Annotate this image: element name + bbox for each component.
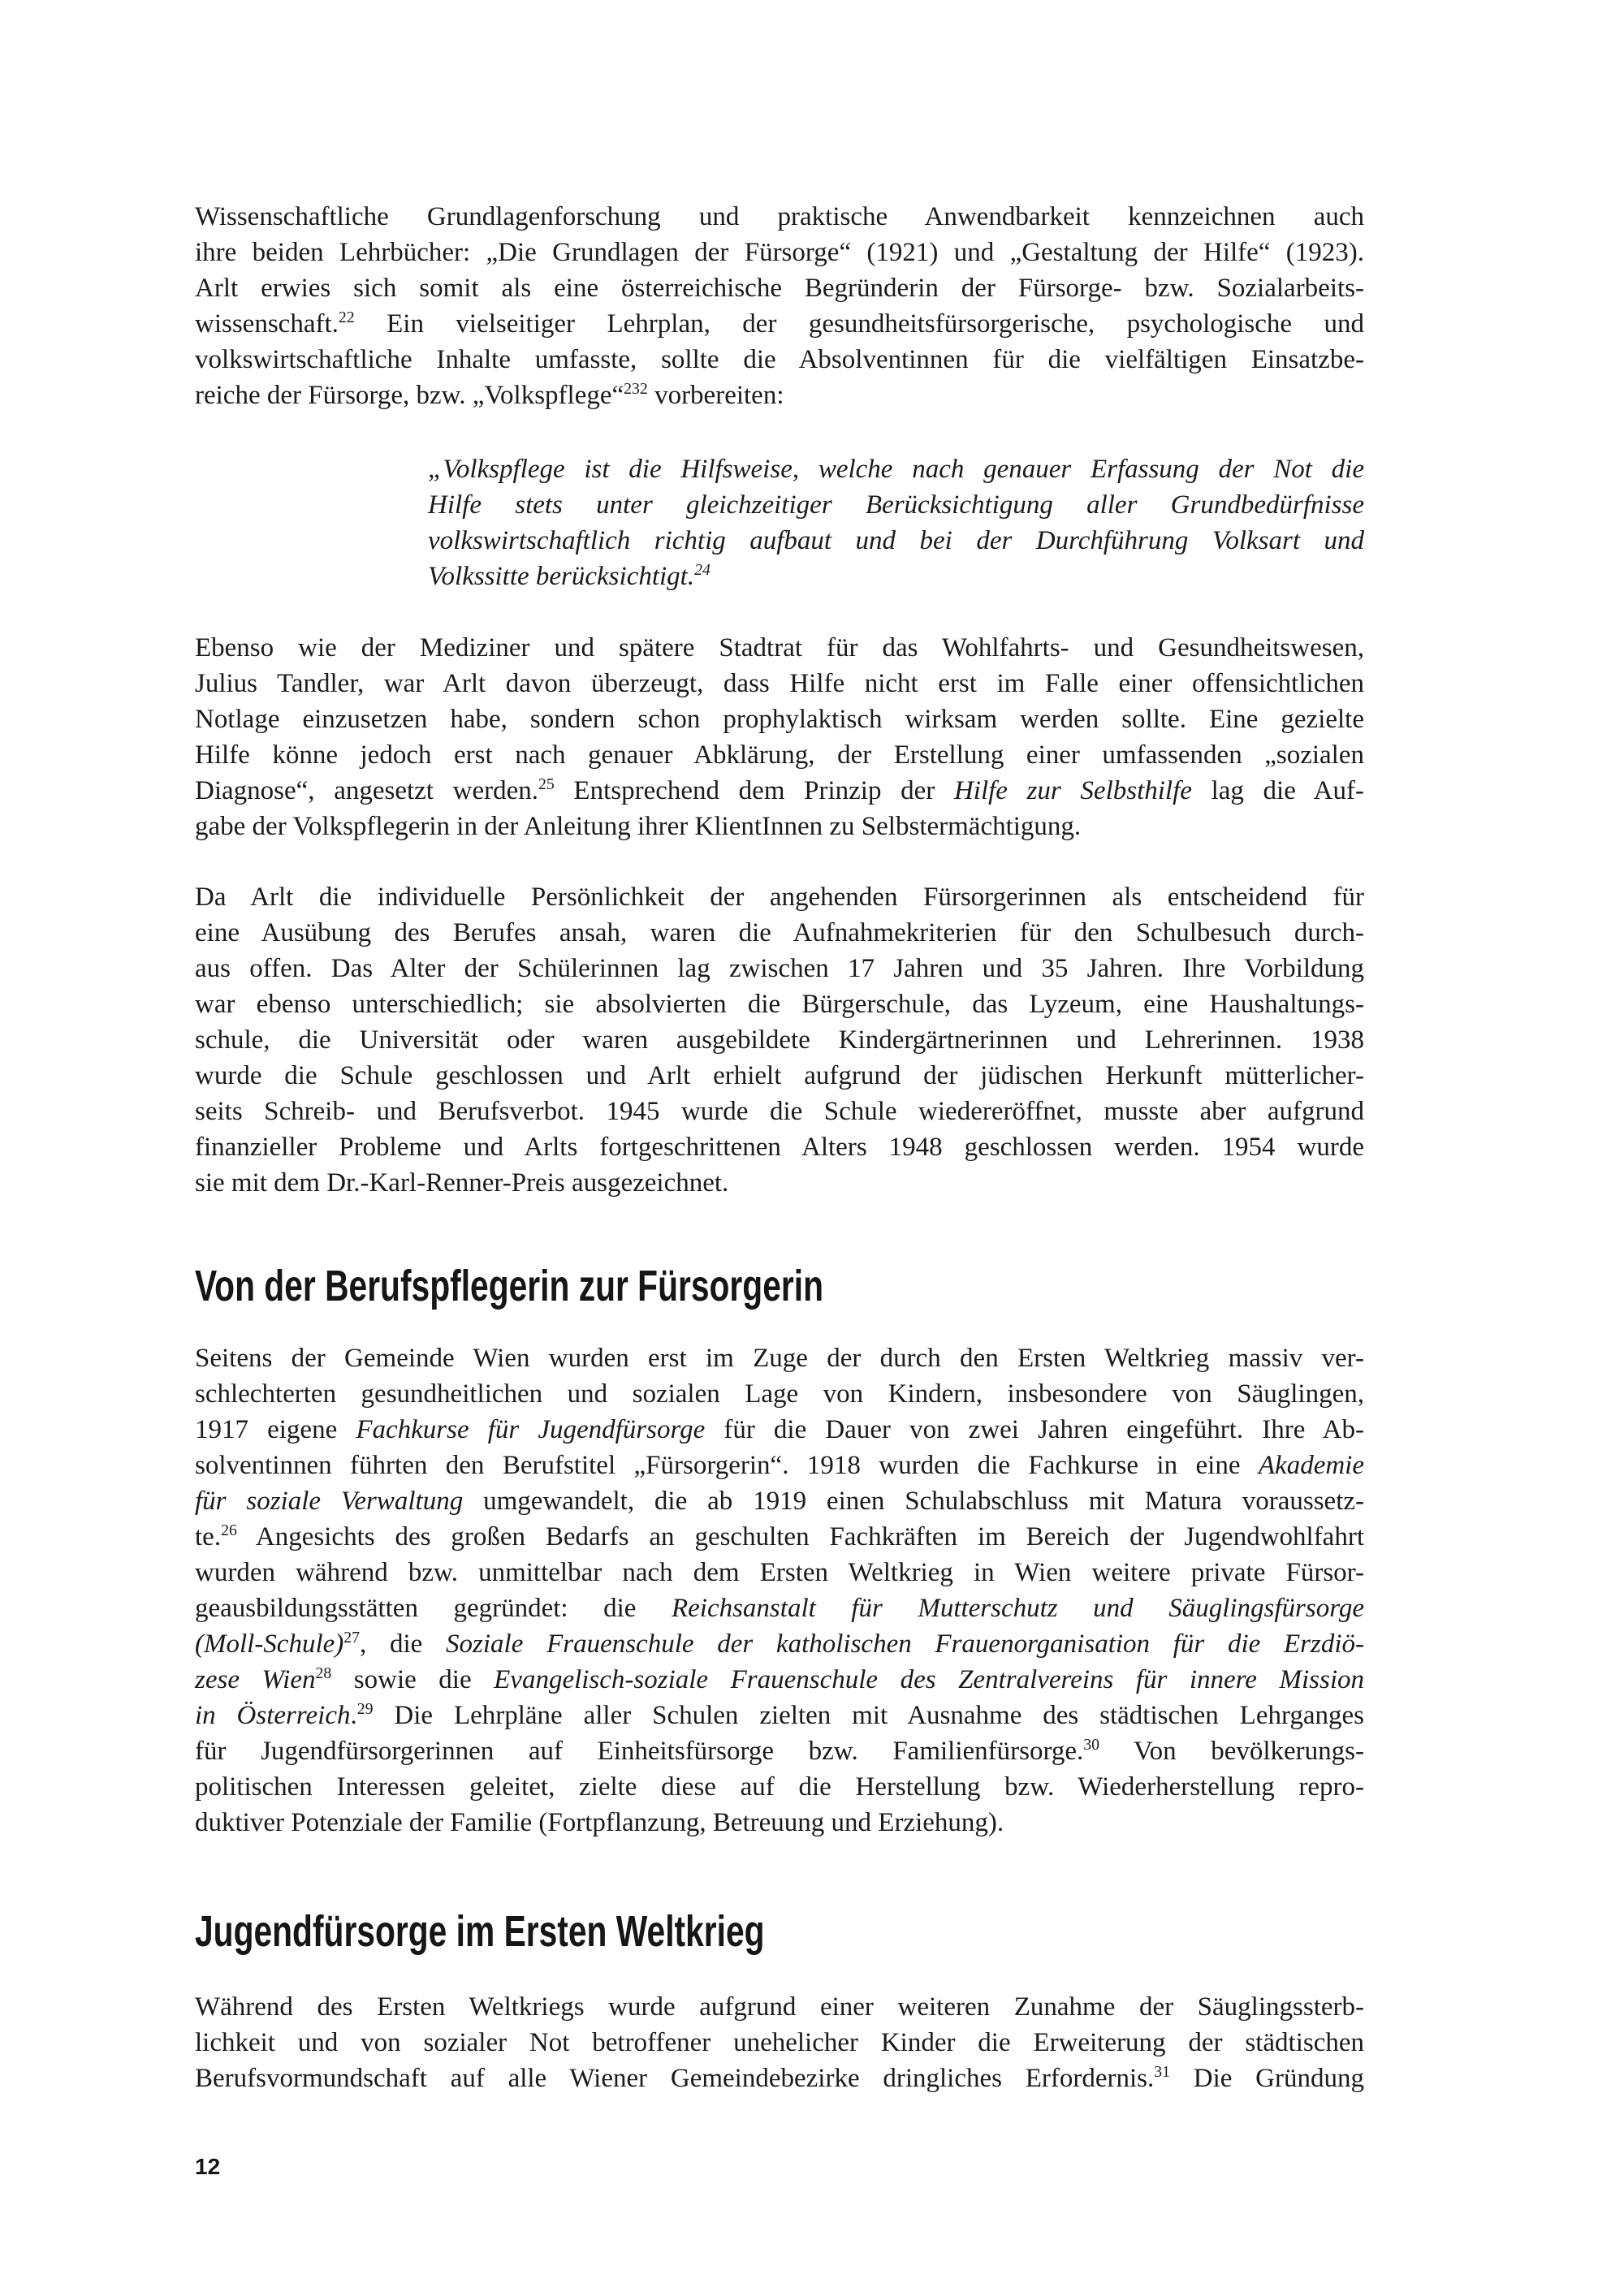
text-line: (Moll-Schule)$^{27}$, die Soziale Frauenschule der katholischen Frauenorganisation für die Erzdiö-: [195, 1628, 1364, 1659]
footnote-ref: 27: [343, 1628, 361, 1646]
footnote-ref: 30: [1083, 1735, 1100, 1754]
text-line: war ebenso unterschiedlich; sie absolvierten die Bürgerschule, das Lyzeum, eine Haushaltungs-: [195, 990, 1364, 1019]
emphasis: Akademie: [1258, 1451, 1364, 1480]
text-line: ihre beiden Lehrbücher: „Die Grundlagen der Fürsorge“ (1921) und „Gestaltung der Hilfe“ (1923).: [195, 238, 1364, 267]
text-line: volkswirtschaftliche Inhalte umfasste, sollte die Absolventinnen für die vielfältigen Einsatzbe-: [195, 345, 1364, 374]
footnote-ref: 22: [338, 308, 355, 326]
text-line: Während des Ersten Weltkriegs wurde aufgrund einer weiteren Zunahme der Säuglingssterb-: [195, 1992, 1364, 2022]
paragraph: [195, 879, 1364, 1201]
footnote-ref: 29: [356, 1699, 374, 1718]
paragraph: [195, 199, 1364, 413]
text-line: zese Wien$^{28}$ sowie die Evangelisch-soziale Frauenschule des Zentralvereins für innere Mission: [195, 1664, 1364, 1694]
emphasis: für soziale Verwaltung: [195, 1487, 464, 1516]
text-line: Berufsvormundschaft auf alle Wiener Gemeindebezirke dringliches Erfordernis.$^{31}$ Die Gründung: [195, 2062, 1364, 2093]
text-line: Ebenso wie der Mediziner und spätere Stadtrat für das Wohlfahrts- und Gesundheitswesen,: [195, 633, 1364, 662]
text-line: 1917 eigene Fachkurse für Jugendfürsorge für die Dauer von zwei Jahren eingeführt. Ihre Ab-: [195, 1415, 1364, 1444]
text-line: in Österreich.$^{29}$ Die Lehrpläne aller Schulen zielten mit Ausnahme des städtischen Lehrganges: [195, 1699, 1364, 1730]
text-line: lichkeit und von sozialer Not betroffener unehelicher Kinder die Erweiterung der städtischen: [195, 2028, 1364, 2057]
text-line: Seitens der Gemeinde Wien wurden erst im Zuge der durch den Ersten Weltkrieg massiv ver-: [195, 1344, 1364, 1373]
text-line: Notlage einzusetzen habe, sondern schon prophylaktisch wirksam werden sollte. Eine gezielte: [195, 705, 1364, 734]
text-line: politischen Interessen geleitet, zielte diese auf die Herstellung bzw. Wiederherstellung repro-: [195, 1772, 1364, 1802]
section-heading-text: Von der Berufspflegerin zur Fürsorgerin: [195, 1262, 823, 1310]
text-line: solventinnen führten den Berufstitel „Fürsorgerin“. 1918 wurden die Fachkurse in eine Akademie: [195, 1451, 1364, 1480]
section-heading: [195, 1262, 1027, 1310]
text-line: Volkssitte berücksichtigt.$^{24}$: [428, 560, 710, 591]
text-line: aus offen. Das Alter der Schülerinnen lag zwischen 17 Jahren und 35 Jahren. Ihre Vorbildung: [195, 954, 1364, 983]
text-line: reiche der Fürsorge, bzw. „Volkspflege“$^{232}$ vorbereiten:: [195, 379, 784, 410]
text-line: Hilfe könne jedoch erst nach genauer Abklärung, der Erstellung einer umfassenden „sozialen: [195, 740, 1364, 770]
emphasis: in Österreich: [195, 1701, 351, 1730]
footnote-ref: 26: [221, 1521, 237, 1539]
block-quote: [428, 451, 1364, 594]
emphasis: Evangelisch-soziale Frauenschule des Zentralvereins für innere Mission: [494, 1665, 1364, 1694]
paragraph: [195, 1989, 1364, 2096]
emphasis: Hilfe zur Selbsthilfe: [953, 776, 1192, 805]
text-line: Diagnose“, angesetzt werden.$^{25}$ Entsprechend dem Prinzip der Hilfe zur Selbsthilfe lag die Auf-: [195, 775, 1364, 805]
text-line: „Volkspflege ist die Hilfsweise, welche nach genauer Erfassung der Not die: [428, 455, 1364, 484]
emphasis: Fachkurse für Jugendfürsorge: [356, 1415, 706, 1444]
text-line: sie mit dem Dr.-Karl-Renner-Preis ausgezeichnet.: [195, 1168, 729, 1198]
text-line: für Jugendfürsorgerinnen auf Einheitsfürsorge bzw. Familienfürsorge.$^{30}$ Von bevölkerungs-: [195, 1735, 1364, 1766]
emphasis: (Moll-Schule): [195, 1629, 344, 1659]
text-line: wissenschaft.$^{22}$ Ein vielseitiger Lehrplan, der gesundheitsfürsorgerische, psychologische und: [195, 308, 1364, 339]
emphasis: Soziale Frauenschule der katholischen Frauenorganisation für die Erzdiö-: [446, 1629, 1364, 1659]
text-line: duktiver Potenziale der Familie (Fortpflanzung, Betreuung und Erziehung).: [195, 1808, 1004, 1837]
paragraph: [195, 1340, 1364, 1841]
text-line: Hilfe stets unter gleichzeitiger Berücksichtigung aller Grundbedürfnisse: [428, 490, 1364, 520]
text-line: finanzieller Probleme und Arlts fortgeschrittenen Alters 1948 geschlossen werden. 1954 wurde: [195, 1133, 1364, 1162]
emphasis: Reichsanstalt für Mutterschutz und Säuglingsfürsorge: [671, 1594, 1364, 1623]
footnote-ref: 31: [1154, 2062, 1171, 2081]
footnote-ref: 232: [624, 379, 648, 398]
paragraph: [195, 630, 1364, 844]
footnote-ref: 24: [694, 560, 710, 579]
text-line: seits Schreib- und Berufsverbot. 1945 wurde die Schule wiedereröffnet, musste aber aufgrund: [195, 1097, 1364, 1126]
text-line: eine Ausübung des Berufes ansah, waren die Aufnahmekriterien für den Schulbesuch durch-: [195, 918, 1364, 947]
text-line: geausbildungsstätten gegründet: die Reichsanstalt für Mutterschutz und Säuglingsfürsorge: [195, 1594, 1364, 1623]
text-line: Arlt erwies sich somit als eine österreichische Begründerin der Fürsorge- bzw. Sozialarbeits-: [195, 274, 1364, 303]
text-line: wurde die Schule geschlossen und Arlt erhielt aufgrund der jüdischen Herkunft mütterlicher-: [195, 1061, 1364, 1090]
text-line: für soziale Verwaltung umgewandelt, die ab 1919 einen Schulabschluss mit Matura voraussetz-: [195, 1487, 1364, 1516]
text-line: te.$^{26}$ Angesichts des großen Bedarfs an geschulten Fachkräften im Bereich der Jugendwohlfahrt: [195, 1521, 1364, 1552]
text-line: wurden während bzw. unmittelbar nach dem Ersten Weltkrieg in Wien weitere private Fürsor-: [195, 1558, 1364, 1587]
text-line: gabe der Volkspflegerin in der Anleitung ihrer KlientInnen zu Selbstermächtigung.: [195, 812, 1082, 841]
text-line: Julius Tandler, war Arlt davon überzeugt, dass Hilfe nicht erst im Falle einer offensichtlichen: [195, 669, 1364, 698]
page-number: 12: [195, 2154, 221, 2179]
text-line: volkswirtschaftlich richtig aufbaut und bei der Durchführung Volksart und: [428, 526, 1364, 555]
emphasis: zese Wien: [195, 1665, 316, 1694]
footnote-ref: 25: [538, 775, 555, 793]
footnote-ref: 28: [315, 1664, 332, 1682]
text-line: Wissenschaftliche Grundlagenforschung und praktische Anwendbarkeit kennzeichnen auch: [195, 202, 1364, 231]
text-line: schule, die Universität oder waren ausgebildete Kindergärtnerinnen und Lehrerinnen. 1938: [195, 1025, 1364, 1055]
section-heading: [195, 1907, 949, 1956]
text-line: Da Arlt die individuelle Persönlichkeit der angehenden Fürsorgerinnen als entscheidend für: [195, 883, 1364, 912]
section-heading-text: Jugendfürsorge im Ersten Weltkrieg: [195, 1907, 765, 1956]
text-line: schlechterten gesundheitlichen und sozialen Lage von Kindern, insbesondere von Säuglingen,: [195, 1379, 1364, 1409]
